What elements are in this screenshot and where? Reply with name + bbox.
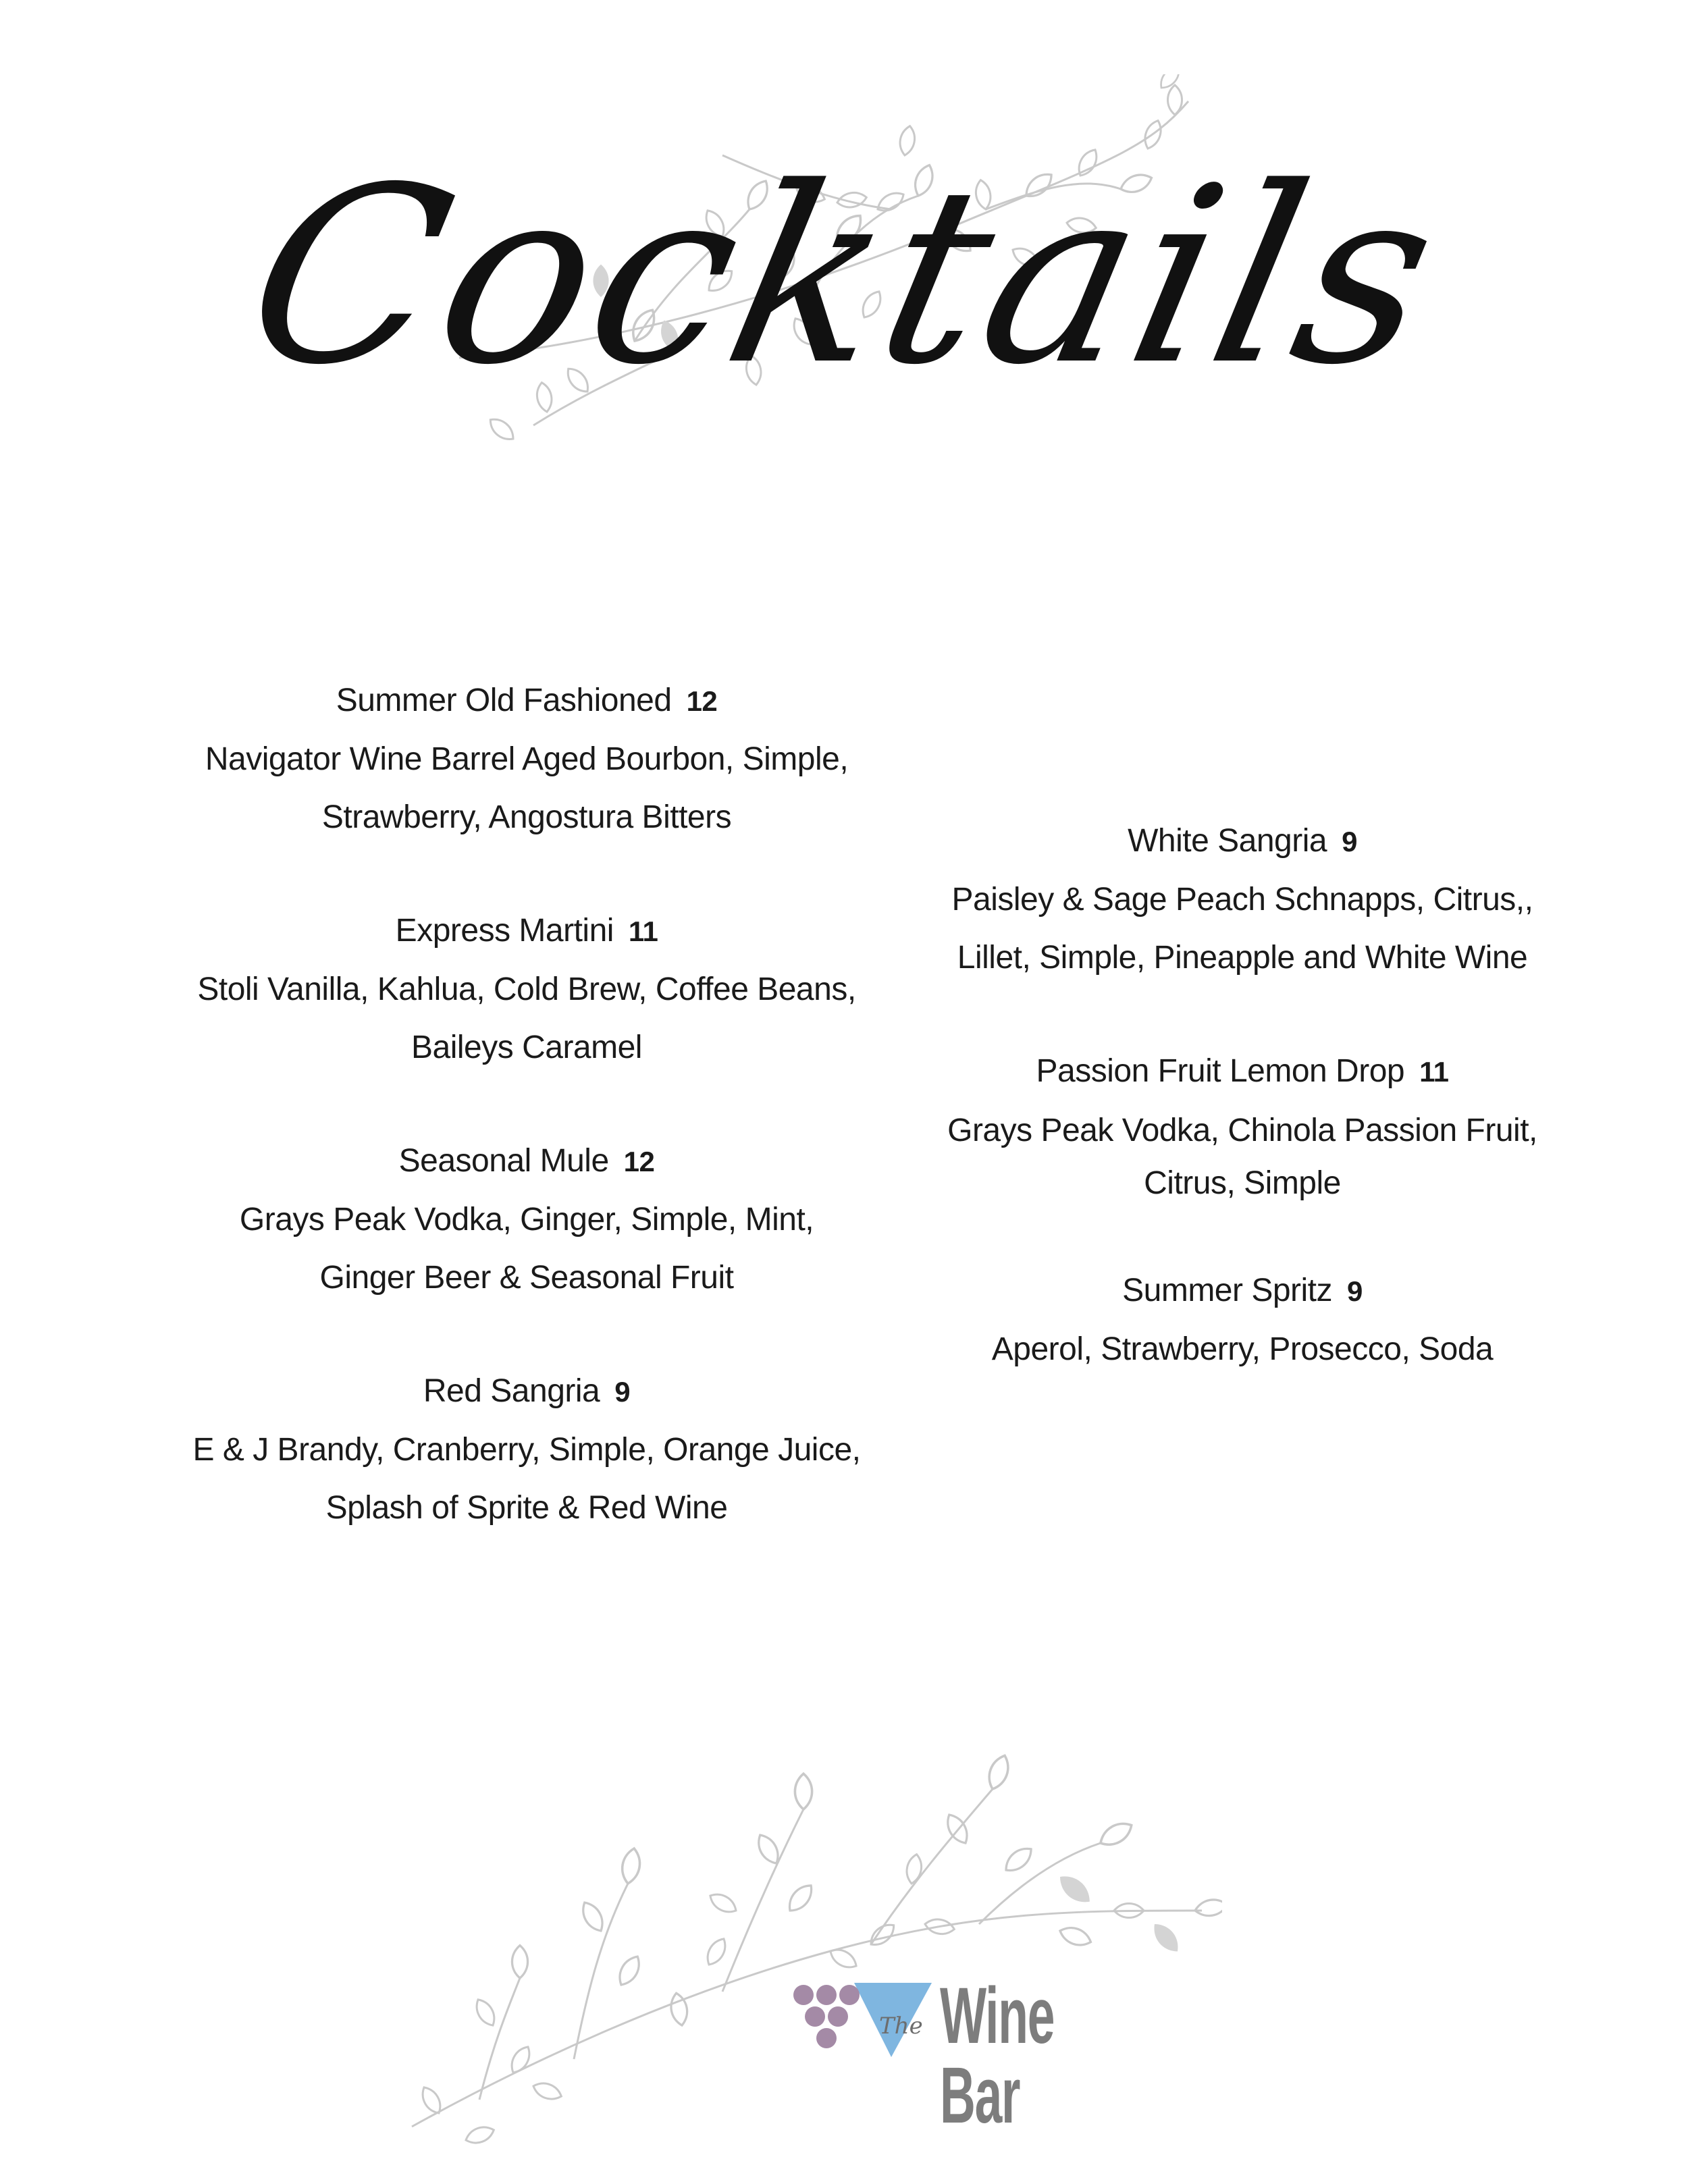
drink-ingredients: Stoli Vanilla, Kahlua, Cold Brew, Coffee Beans,: [197, 971, 856, 1007]
drink-price: 12: [686, 685, 718, 717]
leaf-icon: [578, 1898, 608, 1934]
menu-item: [169, 1132, 885, 1307]
leaf-icon: [1054, 1870, 1095, 1909]
drink-name: Red Sangria: [423, 1373, 600, 1409]
drink-ingredients: Navigator Wine Barrel Aged Bourbon, Simple,: [205, 741, 849, 777]
leaf-icon: [486, 415, 518, 444]
drink-ingredients: Splash of Sprite & Red Wine: [325, 1490, 728, 1526]
leaf-icon: [1001, 1843, 1036, 1876]
menu-item: [885, 812, 1600, 987]
page-title: Cocktails: [226, 135, 1462, 418]
leaf-icon: [1148, 1919, 1184, 1957]
drink-price: 11: [628, 915, 658, 947]
leaf-icon: [984, 1753, 1013, 1792]
menu-item-header: [169, 672, 885, 730]
menu-item-header: [169, 1132, 885, 1191]
leaf-icon: [784, 1880, 817, 1915]
menu-item-header: [169, 902, 885, 961]
leaf-icon: [707, 1890, 740, 1917]
leaf-icon: [512, 1946, 527, 1978]
leaf-icon: [703, 1936, 730, 1969]
leaf-icon: [507, 2044, 534, 2077]
menu-item: [885, 1262, 1600, 1379]
drink-name: Passion Fruit Lemon Drop: [1036, 1053, 1405, 1089]
drink-name: White Sangria: [1128, 823, 1327, 859]
drink-ingredients: Strawberry, Angostura Bitters: [321, 799, 732, 835]
logo-name-text: Wine Bar: [940, 1971, 1055, 2140]
drink-ingredients: Citrus, Simple: [1144, 1165, 1341, 1201]
drink-ingredients: Baileys Caramel: [411, 1030, 642, 1065]
drink-ingredients: Ginger Beer & Seasonal Fruit: [319, 1260, 734, 1296]
drink-name: Express Martini: [395, 913, 614, 949]
leaf-icon: [1097, 1818, 1136, 1850]
drink-name: Summer Old Fashioned: [336, 683, 672, 718]
leaf-icon: [1057, 1923, 1093, 1949]
leaf-icon: [620, 1847, 643, 1885]
drink-name: Seasonal Mule: [398, 1143, 609, 1179]
menu-item-header: [885, 1042, 1600, 1101]
leaf-icon: [1168, 85, 1182, 115]
drink-price: 9: [1347, 1275, 1363, 1307]
menu-item: [169, 1362, 885, 1537]
drink-price: 9: [614, 1376, 631, 1408]
leaf-icon: [472, 1996, 499, 2029]
leaf-icon: [905, 1853, 924, 1885]
leaf-icon: [1194, 1897, 1222, 1918]
drink-ingredients: Grays Peak Vodka, Ginger, Simple, Mint,: [239, 1202, 814, 1237]
drink-ingredients: E & J Brandy, Cranberry, Simple, Orange Juice,: [192, 1432, 861, 1468]
drink-price: 9: [1342, 826, 1357, 857]
drink-ingredients: Paisley & Sage Peach Schnapps, Citrus,,: [951, 882, 1533, 917]
drink-price: 12: [623, 1146, 655, 1177]
menu-item-header: [885, 812, 1600, 871]
menu-column-left: [169, 672, 885, 1593]
drink-ingredients: Aperol, Strawberry, Prosecco, Soda: [991, 1331, 1494, 1367]
menu-item: [885, 1042, 1600, 1206]
menu-item-header: [169, 1362, 885, 1421]
drink-ingredients: Grays Peak Vodka, Chinola Passion Fruit,: [947, 1113, 1537, 1148]
drink-ingredients: Lillet, Simple, Pineapple and White Wine: [957, 940, 1528, 976]
drink-name: Summer Spritz: [1122, 1273, 1333, 1308]
menu-item-header: [885, 1262, 1600, 1321]
leaf-icon: [795, 1774, 812, 1809]
menu-item: [169, 672, 885, 847]
leaf-icon: [668, 1992, 689, 2027]
leaf-icon: [463, 2123, 496, 2147]
leaf-icon: [827, 1945, 860, 1972]
wine-bar-logo: [790, 1971, 1168, 2140]
drink-price: 11: [1419, 1056, 1449, 1088]
leaf-icon: [614, 1952, 644, 1988]
vine-decoration-bottom: [398, 1708, 1222, 2154]
menu-item: [169, 902, 885, 1077]
leaf-icon: [531, 2079, 564, 2103]
menu-column-right: [885, 812, 1600, 1434]
logo-the-text: The: [879, 2013, 923, 2040]
